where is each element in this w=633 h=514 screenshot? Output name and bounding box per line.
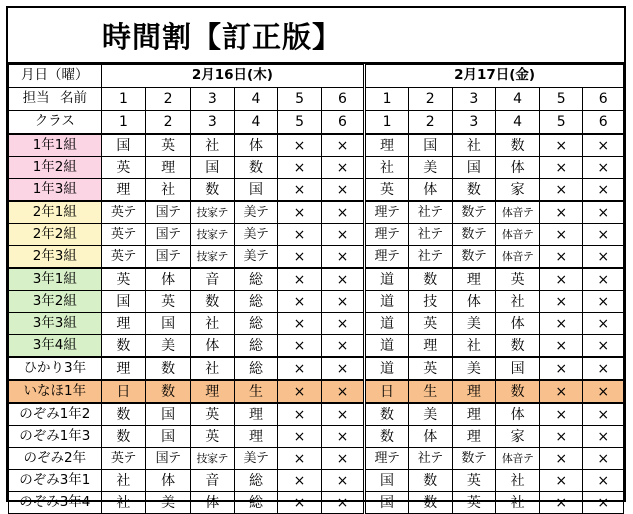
subject-cell: × — [321, 291, 364, 313]
subject-cell: × — [278, 492, 321, 514]
subject-cell: × — [583, 313, 624, 335]
subject-cell: 美テ — [234, 224, 278, 246]
subject-cell: × — [278, 179, 321, 202]
class-period-8: 2 — [408, 111, 452, 135]
subject-cell: 理 — [234, 426, 278, 448]
subject-cell: 社 — [190, 357, 234, 380]
subject-cell: 国テ — [146, 246, 191, 269]
subject-cell: × — [278, 335, 321, 358]
subject-cell: × — [539, 179, 582, 202]
subject-cell: 社 — [190, 313, 234, 335]
subject-cell: 道 — [365, 268, 409, 291]
subject-cell: × — [539, 380, 582, 403]
subject-cell: 体音テ — [496, 448, 540, 470]
subject-cell: × — [539, 470, 582, 492]
subject-cell: 体 — [452, 291, 496, 313]
subject-cell: 社テ — [408, 224, 452, 246]
table-row — [9, 357, 624, 380]
table-row — [9, 246, 624, 269]
subject-cell: 道 — [365, 335, 409, 358]
subject-cell: 美テ — [234, 201, 278, 224]
subject-cell: 体 — [146, 268, 191, 291]
subject-cell: 体 — [408, 179, 452, 202]
subject-cell: 理テ — [365, 224, 409, 246]
subject-cell: × — [539, 403, 582, 426]
name-label: 名前 — [59, 90, 87, 107]
table-row — [9, 426, 624, 448]
subject-cell: × — [583, 380, 624, 403]
subject-cell: 数 — [496, 134, 540, 157]
subject-cell: 国 — [408, 134, 452, 157]
subject-cell: 国 — [452, 157, 496, 179]
subject-cell: 国 — [146, 426, 191, 448]
subject-cell: 技家テ — [190, 201, 234, 224]
subject-cell: 理 — [452, 268, 496, 291]
subject-cell: × — [539, 335, 582, 358]
subject-cell: 道 — [365, 313, 409, 335]
class-period-6: 6 — [321, 111, 364, 135]
teacher-period-8: 2 — [408, 88, 452, 111]
subject-cell: 数テ — [452, 224, 496, 246]
date-label: 月日（曜） — [9, 65, 102, 88]
subject-cell: 美 — [408, 157, 452, 179]
table-row — [9, 313, 624, 335]
teacher-label: 担当 — [22, 90, 50, 107]
subject-cell: 体 — [408, 426, 452, 448]
subject-cell: 理 — [452, 380, 496, 403]
subject-cell: 社 — [496, 291, 540, 313]
subject-cell: 総 — [234, 291, 278, 313]
subject-cell: 理テ — [365, 246, 409, 269]
subject-cell: 数 — [146, 380, 191, 403]
subject-cell: × — [583, 448, 624, 470]
class-period-1: 1 — [101, 111, 146, 135]
class-period-7: 1 — [365, 111, 409, 135]
class-name-cell: 1年3組 — [9, 179, 102, 202]
subject-cell: × — [321, 380, 364, 403]
subject-cell: 体 — [190, 335, 234, 358]
subject-cell: × — [321, 492, 364, 514]
class-name-cell: 3年1組 — [9, 268, 102, 291]
subject-cell: × — [321, 179, 364, 202]
teacher-period-7: 1 — [365, 88, 409, 111]
subject-cell: 美テ — [234, 448, 278, 470]
subject-cell: × — [583, 224, 624, 246]
teacher-period-3: 3 — [190, 88, 234, 111]
subject-cell: 数テ — [452, 448, 496, 470]
class-period-5: 5 — [278, 111, 321, 135]
subject-cell: 総 — [234, 313, 278, 335]
subject-cell: 音 — [190, 470, 234, 492]
class-name-cell: いなほ1年 — [9, 380, 102, 403]
teacher-period-4: 4 — [234, 88, 278, 111]
subject-cell: 美 — [452, 313, 496, 335]
subject-cell: 数 — [101, 403, 146, 426]
class-header-row — [9, 111, 624, 135]
class-period-3: 3 — [190, 111, 234, 135]
subject-cell: × — [321, 357, 364, 380]
subject-cell: 理 — [101, 179, 146, 202]
class-name-cell: のぞみ2年 — [9, 448, 102, 470]
class-name-cell: 2年1組 — [9, 201, 102, 224]
subject-cell: 理テ — [365, 448, 409, 470]
subject-cell: × — [278, 426, 321, 448]
subject-cell: 総 — [234, 470, 278, 492]
subject-cell: × — [321, 246, 364, 269]
subject-cell: 数 — [496, 335, 540, 358]
class-name-cell: 1年1組 — [9, 134, 102, 157]
subject-cell: × — [321, 403, 364, 426]
date-2: 2月17日(金) — [365, 65, 624, 88]
subject-cell: × — [539, 357, 582, 380]
subject-cell: 英 — [365, 179, 409, 202]
subject-cell: 社 — [146, 179, 191, 202]
subject-cell: 国 — [190, 157, 234, 179]
subject-cell: 理テ — [365, 201, 409, 224]
subject-cell: 家 — [496, 426, 540, 448]
table-row — [9, 179, 624, 202]
subject-cell: 数テ — [452, 246, 496, 269]
subject-cell: × — [539, 224, 582, 246]
table-row — [9, 335, 624, 358]
subject-cell: 社 — [101, 470, 146, 492]
class-name-cell: のぞみ1年3 — [9, 426, 102, 448]
table-row — [9, 403, 624, 426]
subject-cell: 総 — [234, 492, 278, 514]
subject-cell: × — [321, 313, 364, 335]
date-header-row — [9, 65, 624, 88]
class-period-9: 3 — [452, 111, 496, 135]
class-period-11: 5 — [539, 111, 582, 135]
subject-cell: × — [278, 380, 321, 403]
subject-cell: 国テ — [146, 448, 191, 470]
table-row — [9, 201, 624, 224]
teacher-period-5: 5 — [278, 88, 321, 111]
teacher-period-12: 6 — [583, 88, 624, 111]
subject-cell: 社テ — [408, 246, 452, 269]
subject-cell: × — [539, 134, 582, 157]
subject-cell: 英 — [452, 492, 496, 514]
subject-cell: 英 — [190, 403, 234, 426]
subject-cell: 理 — [146, 157, 191, 179]
teacher-period-2: 2 — [146, 88, 191, 111]
subject-cell: 数 — [365, 426, 409, 448]
subject-cell: × — [278, 313, 321, 335]
subject-cell: 国 — [146, 313, 191, 335]
subject-cell: × — [539, 246, 582, 269]
subject-cell: × — [583, 291, 624, 313]
subject-cell: × — [278, 157, 321, 179]
subject-cell: × — [583, 470, 624, 492]
page-title: 時間割【訂正版】 — [102, 20, 343, 54]
title-bar — [8, 8, 624, 64]
table-row — [9, 291, 624, 313]
subject-cell: 技 — [408, 291, 452, 313]
subject-cell: × — [278, 357, 321, 380]
subject-cell: 体 — [234, 134, 278, 157]
class-name-cell: のぞみ1年2 — [9, 403, 102, 426]
subject-cell: 技家テ — [190, 448, 234, 470]
subject-cell: 英 — [101, 268, 146, 291]
subject-cell: 国 — [234, 179, 278, 202]
subject-cell: 国 — [146, 403, 191, 426]
subject-cell: 生 — [234, 380, 278, 403]
class-name-cell: 3年4組 — [9, 335, 102, 358]
subject-cell: × — [278, 134, 321, 157]
subject-cell: × — [539, 313, 582, 335]
subject-cell: 技家テ — [190, 246, 234, 269]
subject-cell: 総 — [234, 335, 278, 358]
class-period-10: 4 — [496, 111, 540, 135]
subject-cell: 美テ — [234, 246, 278, 269]
subject-cell: 数 — [365, 403, 409, 426]
subject-cell: 英 — [190, 426, 234, 448]
subject-cell: 体 — [496, 313, 540, 335]
subject-cell: × — [539, 201, 582, 224]
subject-cell: 理 — [452, 426, 496, 448]
subject-cell: × — [278, 268, 321, 291]
teacher-period-10: 4 — [496, 88, 540, 111]
subject-cell: 数 — [190, 291, 234, 313]
subject-cell: 理 — [101, 357, 146, 380]
class-name-cell: 3年3組 — [9, 313, 102, 335]
table-row — [9, 492, 624, 514]
subject-cell: × — [583, 492, 624, 514]
subject-cell: 家 — [496, 179, 540, 202]
class-label: クラス — [9, 111, 102, 135]
subject-cell: 総 — [234, 357, 278, 380]
subject-cell: × — [583, 426, 624, 448]
subject-cell: 英テ — [101, 246, 146, 269]
class-name-cell: のぞみ3年4 — [9, 492, 102, 514]
subject-cell: 数 — [146, 357, 191, 380]
subject-cell: × — [321, 448, 364, 470]
subject-cell: 道 — [365, 291, 409, 313]
teacher-period-11: 5 — [539, 88, 582, 111]
subject-cell: × — [539, 268, 582, 291]
subject-cell: 社テ — [408, 448, 452, 470]
subject-cell: 英 — [452, 470, 496, 492]
subject-cell: 英 — [146, 134, 191, 157]
subject-cell: 理 — [408, 335, 452, 358]
subject-cell: 社 — [101, 492, 146, 514]
subject-cell: × — [321, 268, 364, 291]
class-period-2: 2 — [146, 111, 191, 135]
subject-cell: 体 — [146, 470, 191, 492]
subject-cell: 社 — [190, 134, 234, 157]
subject-cell: × — [278, 246, 321, 269]
class-name-cell: のぞみ3年1 — [9, 470, 102, 492]
subject-cell: 社テ — [408, 201, 452, 224]
subject-cell: × — [583, 201, 624, 224]
subject-cell: × — [539, 492, 582, 514]
class-period-4: 4 — [234, 111, 278, 135]
subject-cell: 国 — [365, 492, 409, 514]
subject-cell: 英 — [408, 357, 452, 380]
class-name-cell: 1年2組 — [9, 157, 102, 179]
subject-cell: 社 — [365, 157, 409, 179]
table-row — [9, 134, 624, 157]
teacher-period-6: 6 — [321, 88, 364, 111]
class-name-cell: 2年2組 — [9, 224, 102, 246]
subject-cell: 国テ — [146, 224, 191, 246]
subject-cell: × — [321, 426, 364, 448]
subject-cell: × — [583, 246, 624, 269]
subject-cell: × — [583, 179, 624, 202]
subject-cell: 国 — [365, 470, 409, 492]
subject-cell: 体 — [190, 492, 234, 514]
subject-cell: 理 — [101, 313, 146, 335]
table-row — [9, 380, 624, 403]
subject-cell: 数 — [408, 470, 452, 492]
subject-cell: × — [278, 448, 321, 470]
subject-cell: 理 — [234, 403, 278, 426]
subject-cell: 数 — [408, 268, 452, 291]
subject-cell: 美 — [452, 357, 496, 380]
subject-cell: 数 — [101, 335, 146, 358]
subject-cell: × — [583, 335, 624, 358]
timetable-sheet — [6, 6, 626, 511]
table-row — [9, 224, 624, 246]
class-name-cell: ひかり3年 — [9, 357, 102, 380]
subject-cell: × — [321, 134, 364, 157]
subject-cell: 英テ — [101, 448, 146, 470]
subject-cell: × — [583, 403, 624, 426]
subject-cell: 体音テ — [496, 201, 540, 224]
subject-cell: 総 — [234, 268, 278, 291]
timetable-grid — [8, 64, 624, 514]
class-name-cell: 3年2組 — [9, 291, 102, 313]
class-name-cell: 2年3組 — [9, 246, 102, 269]
subject-cell: 数 — [190, 179, 234, 202]
class-period-12: 6 — [583, 111, 624, 135]
subject-cell: 日 — [101, 380, 146, 403]
subject-cell: × — [321, 335, 364, 358]
subject-cell: 音 — [190, 268, 234, 291]
subject-cell: 数 — [496, 380, 540, 403]
subject-cell: 国 — [101, 291, 146, 313]
subject-cell: 数 — [408, 492, 452, 514]
teacher-period-1: 1 — [101, 88, 146, 111]
table-row — [9, 470, 624, 492]
subject-cell: 国テ — [146, 201, 191, 224]
subject-cell: 体音テ — [496, 224, 540, 246]
subject-cell: 日 — [365, 380, 409, 403]
subject-cell: × — [583, 157, 624, 179]
subject-cell: 生 — [408, 380, 452, 403]
subject-cell: 美 — [408, 403, 452, 426]
subject-cell: 体 — [496, 403, 540, 426]
subject-cell: × — [321, 201, 364, 224]
subject-cell: 体 — [496, 157, 540, 179]
subject-cell: × — [278, 201, 321, 224]
subject-cell: 国 — [496, 357, 540, 380]
subject-cell: 技家テ — [190, 224, 234, 246]
subject-cell: × — [583, 134, 624, 157]
table-row — [9, 157, 624, 179]
subject-cell: 数 — [234, 157, 278, 179]
table-row — [9, 268, 624, 291]
table-row — [9, 448, 624, 470]
subject-cell: × — [278, 224, 321, 246]
subject-cell: 体音テ — [496, 246, 540, 269]
subject-cell: × — [583, 357, 624, 380]
date-1: 2月16日(木) — [101, 65, 365, 88]
subject-cell: × — [278, 403, 321, 426]
subject-cell: × — [321, 157, 364, 179]
subject-cell: 英 — [496, 268, 540, 291]
subject-cell: 社 — [452, 134, 496, 157]
subject-cell: 数テ — [452, 201, 496, 224]
subject-cell: 英 — [408, 313, 452, 335]
subject-cell: × — [321, 224, 364, 246]
subject-cell: × — [321, 470, 364, 492]
teacher-header-row — [9, 88, 624, 111]
subject-cell: 社 — [496, 470, 540, 492]
subject-cell: 英 — [146, 291, 191, 313]
teacher-period-9: 3 — [452, 88, 496, 111]
subject-cell: 英 — [101, 157, 146, 179]
subject-cell: 数 — [101, 426, 146, 448]
subject-cell: 美 — [146, 492, 191, 514]
subject-cell: × — [539, 426, 582, 448]
subject-cell: × — [278, 291, 321, 313]
subject-cell: 英テ — [101, 201, 146, 224]
subject-cell: 数 — [452, 179, 496, 202]
subject-cell: 社 — [452, 335, 496, 358]
subject-cell: × — [278, 470, 321, 492]
subject-cell: 国 — [101, 134, 146, 157]
subject-cell: 英テ — [101, 224, 146, 246]
subject-cell: × — [539, 448, 582, 470]
subject-cell: × — [539, 157, 582, 179]
subject-cell: 美 — [146, 335, 191, 358]
subject-cell: × — [539, 291, 582, 313]
subject-cell: 社 — [496, 492, 540, 514]
subject-cell: 理 — [365, 134, 409, 157]
teacher-name-label-cell — [9, 88, 102, 111]
subject-cell: 理 — [452, 403, 496, 426]
subject-cell: 道 — [365, 357, 409, 380]
subject-cell: 理 — [190, 380, 234, 403]
subject-cell: × — [583, 268, 624, 291]
